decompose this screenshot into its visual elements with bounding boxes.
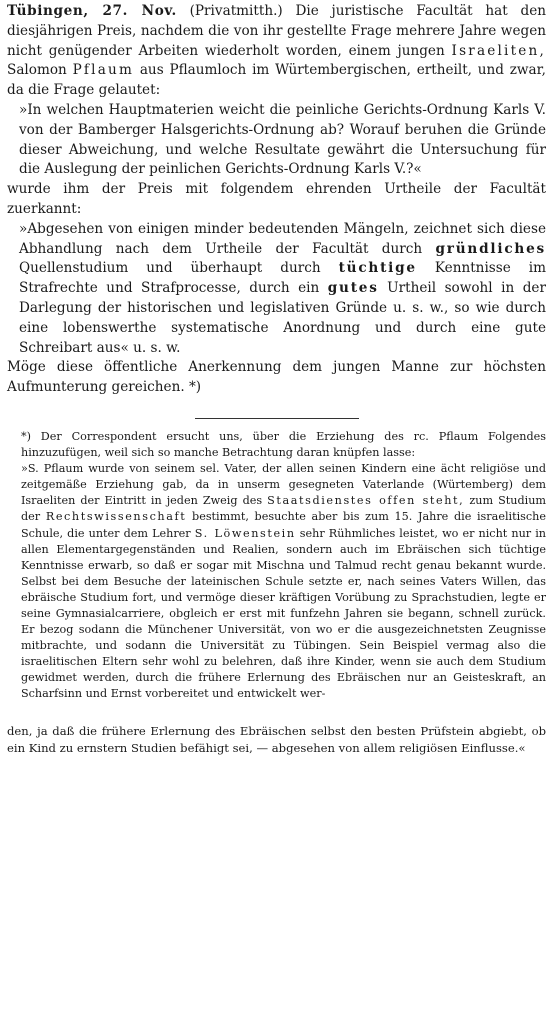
teacher-name: S. Löwenstein bbox=[194, 526, 296, 540]
footnote-intro: *) Der Correspondent ersucht uns, über die Erziehung des rc. Pflaum Folgendes hinzuzufügen, weil sich so manche Betrachtung daran knüpfen lasse: bbox=[21, 429, 546, 460]
source-note: (Privatmitth.) bbox=[189, 3, 283, 19]
emphasis-gruendliches: gründliches bbox=[435, 240, 546, 257]
footnote-continuation: den, ja daß die frühere Erlernung des Ebräischen selbst den besten Prüfstein abgiebt, ob ein Kind zu ernstern Studien befähigt sei, — abgesehen von allem religiösen Einflusse.« bbox=[7, 723, 546, 755]
footnote-section bbox=[7, 429, 546, 757]
dateline: Tübingen, 27. Nov. bbox=[7, 3, 177, 19]
faculty-judgement-quote bbox=[7, 220, 546, 359]
paragraph-text: Die juristische Facultät hat den diesjährigen Preis, nachdem die von ihr gestellte Frage mehrere Jahre wegen nicht genügender Arbeiten wiederholt worden, einem jungen bbox=[7, 3, 546, 59]
quote-text: »Abgesehen von einigen minder bedeutenden Mängeln, zeichnet sich diese Abhandlung nach dem Urtheile der Facultät durch bbox=[19, 220, 546, 257]
article-body bbox=[7, 2, 546, 398]
person-surname: Pflaum bbox=[72, 62, 135, 79]
footnote-text: bestimmt, besuchte aber bis zum 15. Jahre die israelitische Schule, die unter dem Lehrer bbox=[21, 510, 547, 540]
paragraph-text: aus Pflaumloch im Würtembergischen, ertheilt, und zwar, da die Frage gelautet: bbox=[7, 62, 546, 99]
prize-question-quote: »In welchen Hauptmaterien weicht die peinliche Gerichts-Ordnung Karls V. von der Bamberger Halsgerichts-Ordnung ab? Worauf beruhen die Gründe dieser Abweichung, und welche Resultate gewährt die Untersuchung für die Auslegung der peinlichen Gerichts-Ordnung Karls V.?« bbox=[19, 101, 546, 178]
person-first-name: Salomon bbox=[7, 62, 67, 79]
quote-text: Urtheil sowohl in der Darlegung der historischen und legislativen Gründe u. s. w., so wie durch eine lobenswerthe systematische Anordnung und durch eine gute Schreibart aus« u. s. w. bbox=[19, 280, 546, 356]
article-paragraph-3: Möge diese öffentliche Anerkennung dem jungen Manne zur höchsten Aufmunterung gereichen. *) bbox=[7, 359, 546, 396]
footnote-quote bbox=[7, 461, 546, 702]
quote-text: Quellenstudium und überhaupt durch bbox=[19, 260, 321, 277]
emphasis-rechtswissenschaft: Rechtswissenschaft bbox=[45, 510, 187, 524]
article-paragraph-2: wurde ihm der Preis mit folgendem ehrenden Urtheile der Facultät zuerkannt: bbox=[7, 181, 546, 217]
emphasis-staatsdienstes: Staatsdienstes offen steht, bbox=[267, 494, 465, 508]
emphasis-israeliten: Israeliten, bbox=[451, 42, 546, 59]
footnote-text: »S. Pflaum wurde von seinem sel. Vater, der allen seinen Kindern eine ächt religiöse und zeitgemäße Erziehung gab, da in unserm gesegneten Vaterlande (Würtemberg) dem Israeliten der Eintritt in jeden Zweig des bbox=[21, 462, 546, 508]
emphasis-gutes: gutes bbox=[327, 280, 379, 297]
emphasis-tuechtige: tüchtige bbox=[338, 260, 417, 277]
footnote-text: zum Studium der bbox=[21, 494, 547, 524]
footnote-text: sehr Rühmliches leistet, wo er nicht nur in allen Elementargegenständen und Realien, sondern auch im Ebräischen sich tüchtige Kenntnisse erwarb, so daß er sogar mit Mischna und Talmud recht genau bekannt wurde. Selbst bei dem Besuche der lateinischen Schule setzte er, nach seines Vaters Willen, das ebräische Studium fort, und vermöge dieser kräftigen Vorübung zu Sprachstudien, legte er seine Gymnasialcarriere, obgleich er erst mit funfzehn Jahren sie begann, schnell zurück. Er bezog sodann die Münchener Universität, von wo er die ausgezeichnetsten Zeugnisse mitbrachte, und sodann die Universität zu Tübingen. Sein Beispiel vermag also die israelitischen Eltern sehr wohl zu belehren, daß ihre Kinder, wenn sie auch dem Studium gewidmet werden, durch die frühere Erlernung des Ebräischen nur an Geisteskraft, an Scharfsinn und Ernst vorbereitet und entwickelt wer- bbox=[21, 526, 546, 701]
footnote-divider bbox=[195, 418, 359, 419]
article-paragraph-1 bbox=[7, 2, 546, 101]
quote-text: Kenntnisse im Strafrechte und Strafprocesse, durch ein bbox=[19, 260, 546, 297]
